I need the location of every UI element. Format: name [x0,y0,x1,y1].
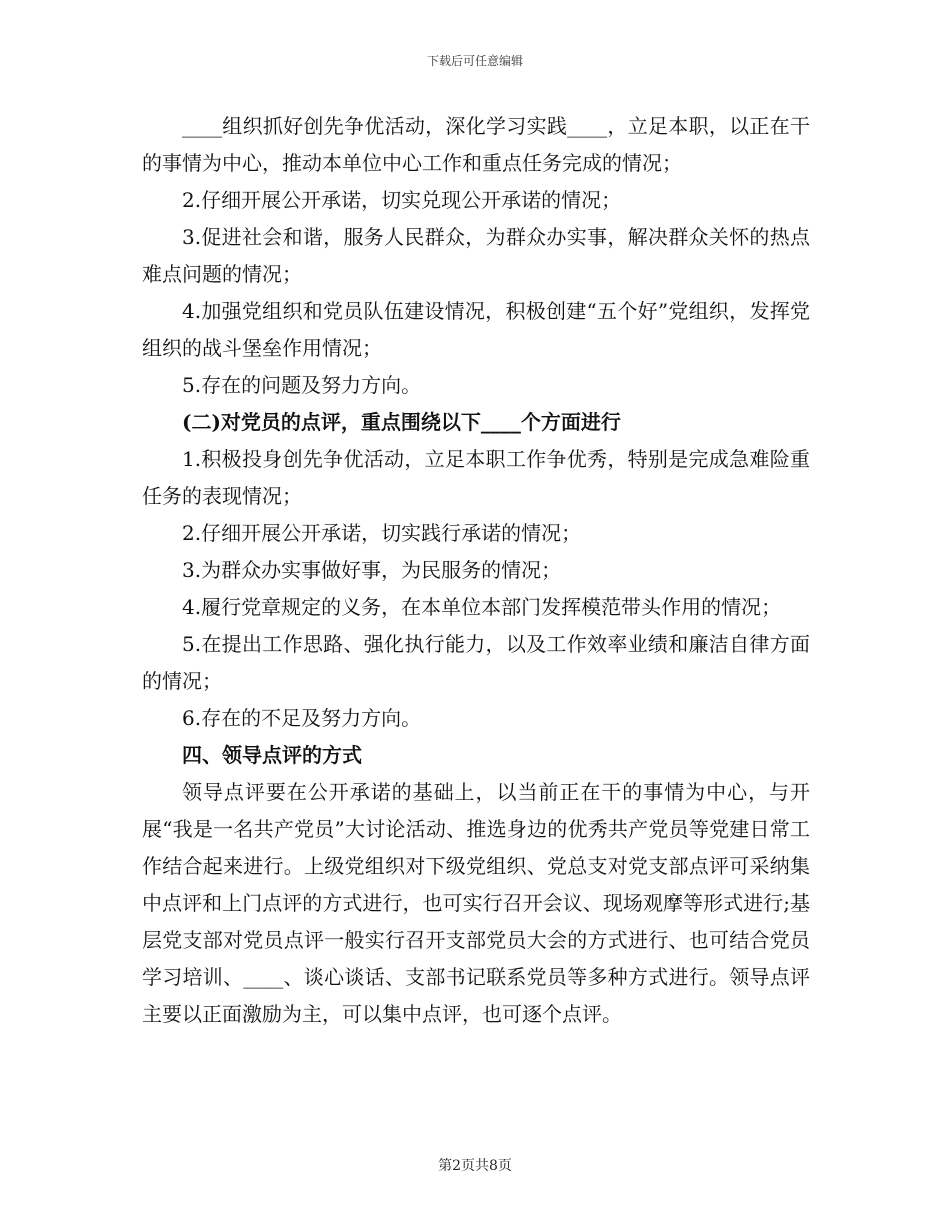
section-heading-review-method: 四、领导点评的方式 [182,743,362,767]
paragraph-member-4: 4.履行党章规定的义务，在本单位本部门发挥模范带头作用的情况； [182,595,782,619]
paragraph-member-2: 2.仔细开展公开承诺，切实践行承诺的情况； [182,521,582,545]
paragraph-party-org-4: 4.加强党组织和党员队伍建设情况，积极创建“五个好”党组织，发挥党组织的战斗堡垒作用情况； [142,299,810,360]
paragraph-party-org-2: 2.仔细开展公开承诺，切实兑现公开承诺的情况； [182,188,622,212]
page-header: 下载后可任意编辑 [426,54,523,68]
paragraph-member-3: 3.为群众办实事做好事，为民服务的情况； [182,558,562,582]
paragraph-review-method: 领导点评要在公开承诺的基础上，以当前正在干的事情为中心，与开展“我是一名共产党员”大讨论活动、推选身边的优秀共产党员等党建日常工作结合起来进行。上级党组织对下级党组织、党总支对党支部点评可采纳集中点评和上门点评的方式进行，也可实行召开会议、现场观摩等形式进行;基层党支部对党员点评一般实行召开支部党员大会的方式进行、也可结合党员学习培训、____、谈心谈话、支部书记联系党员等多种方式进行。领导点评主要以正面激励为主，可以集中点评，也可逐个点评。 [142,780,810,1026]
paragraph-member-5: 5.在提出工作思路、强化执行能力，以及工作效率业绩和廉洁自律方面的情况； [142,632,810,693]
document-body [142,108,810,1033]
paragraph-party-org-3: 3.促进社会和谐，服务人民群众，为群众办实事，解决群众关怀的热点难点问题的情况； [142,225,810,286]
page-number: 第2页共8页 [438,1158,512,1174]
paragraph-member-6: 6.存在的不足及努力方向。 [182,706,422,730]
paragraph-party-org-5: 5.存在的问题及努力方向。 [182,373,422,397]
section-heading-member-review: (二)对党员的点评，重点围绕以下____个方面进行 [182,410,621,434]
paragraph-party-org-1: ____组织抓好创先争优活动，深化学习实践____，立足本职，以正在干的事情为中心，推动本单位中心工作和重点任务完成的情况； [142,114,810,175]
paragraph-member-1: 1.积极投身创先争优活动，立足本职工作争优秀，特别是完成急难险重任务的表现情况； [142,447,810,508]
